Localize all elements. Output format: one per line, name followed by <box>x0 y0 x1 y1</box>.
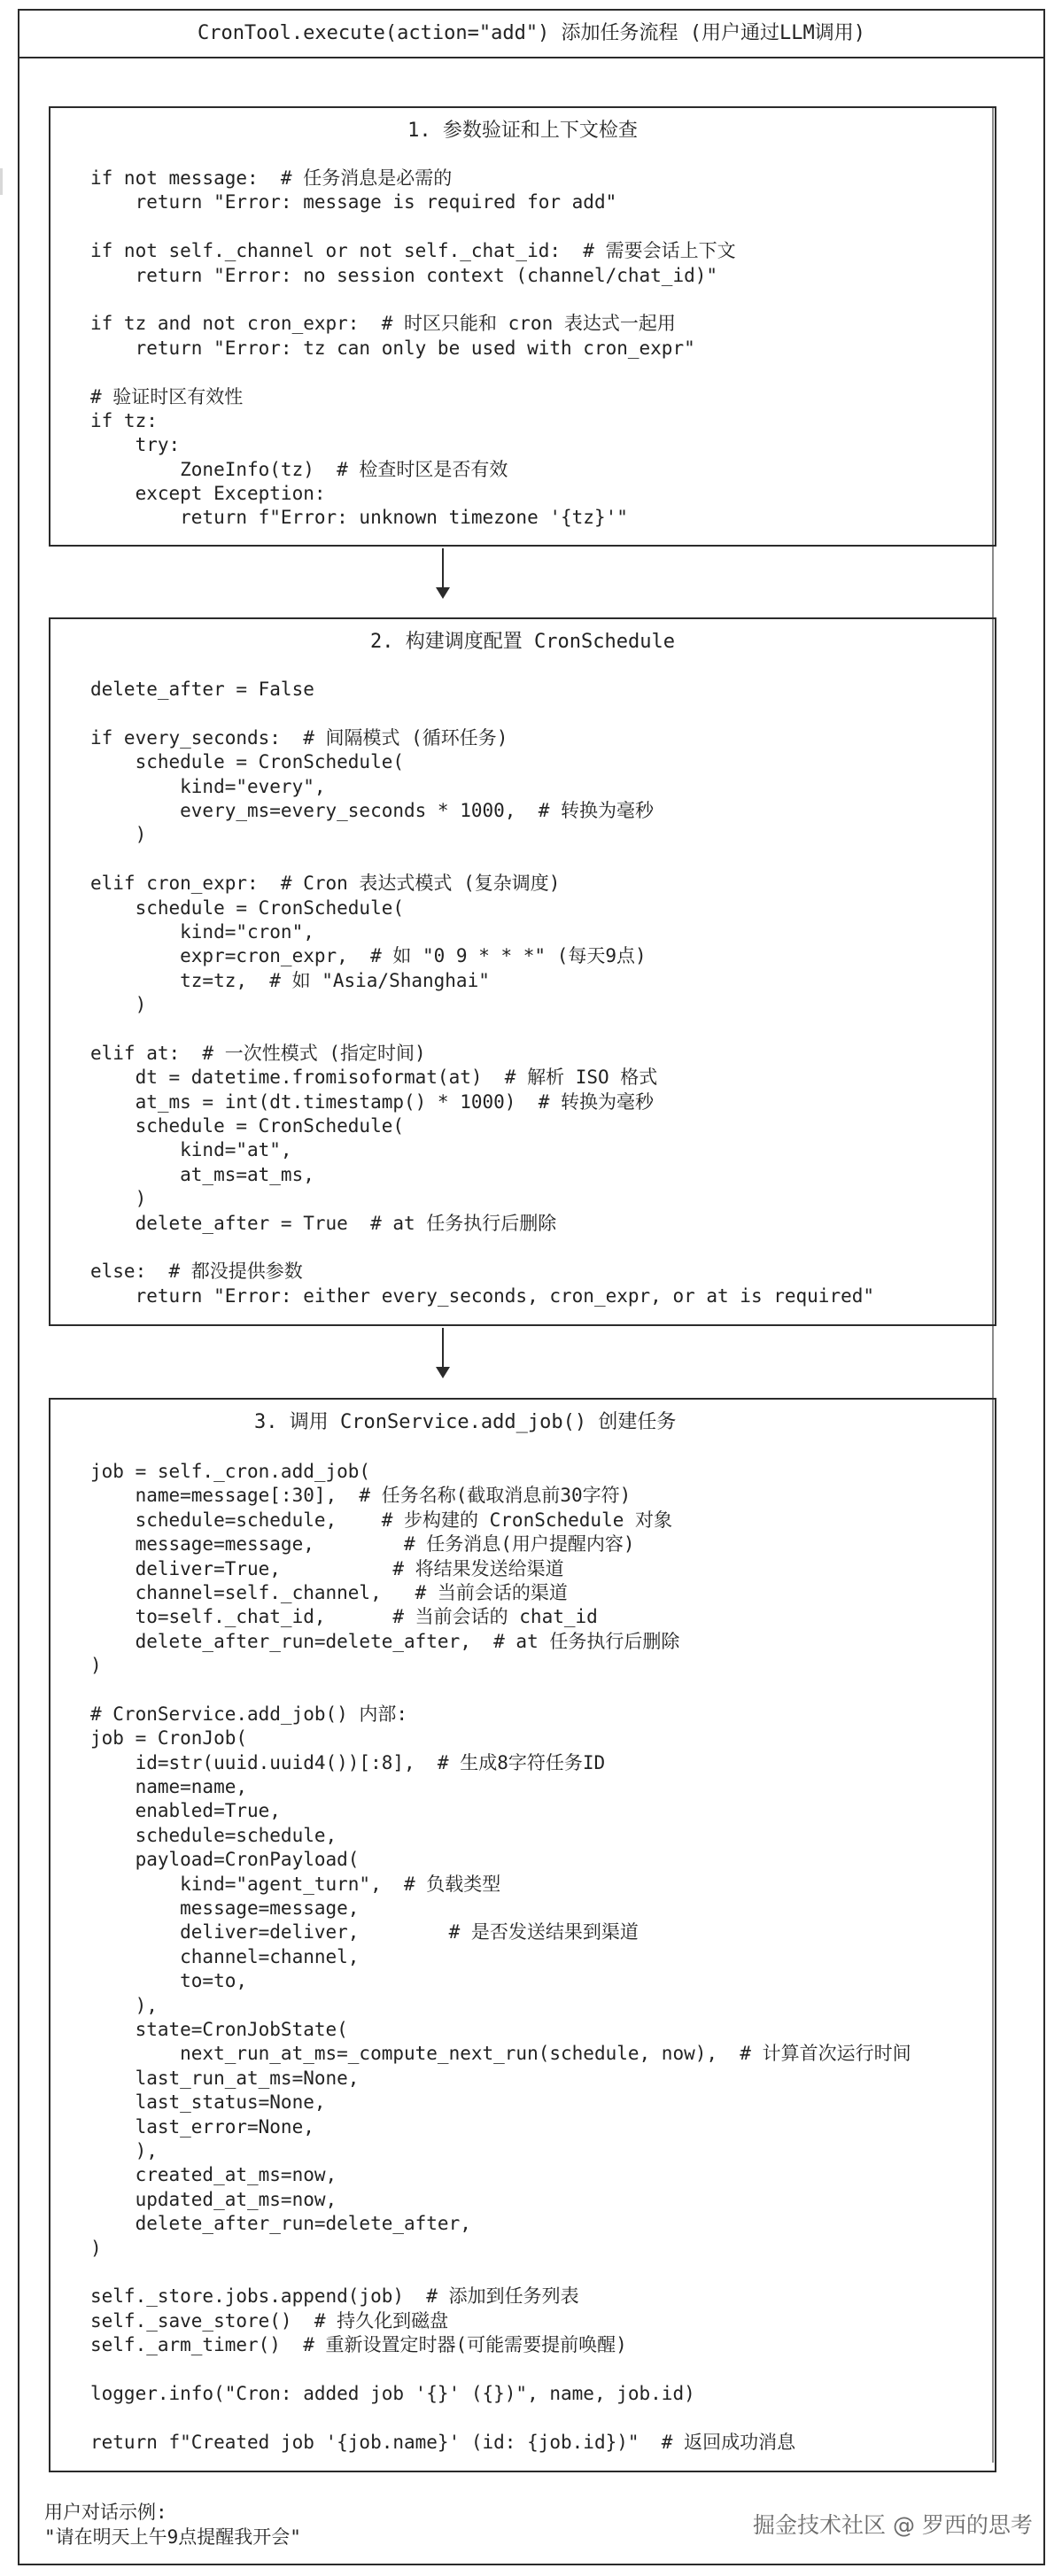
title-divider <box>18 57 1045 58</box>
code-line: # 验证时区有效性 <box>90 385 244 407</box>
code-line: dt = datetime.fromisoformat(at) # 解析 ISO 格式 <box>90 1067 658 1089</box>
code-line: tz=tz, # 如 "Asia/Shanghai" <box>90 969 490 991</box>
code-line: delete_after = False <box>90 679 314 700</box>
arrow-down-icon <box>436 1367 450 1378</box>
code-line: delete_after_run=delete_after, <box>90 2213 471 2235</box>
code-line: job = self._cron.add_job( <box>90 1461 371 1482</box>
code-line: name=message[:30], # 任务名称(截取消息前30字符) <box>90 1485 632 1507</box>
code-line: to=to, <box>90 1970 248 1992</box>
code-line: if not self._channel or not self._chat_id: # 需要会话上下文 <box>90 240 736 262</box>
code-line: if tz: <box>90 409 158 431</box>
code-line <box>90 361 736 384</box>
code-line: message=message, # 任务消息(用户提醒内容) <box>90 1533 635 1556</box>
code-line: kind="at", <box>90 1139 292 1161</box>
code-line <box>90 2357 911 2381</box>
section-title: 2. 构建调度配置 CronSchedule <box>370 631 675 653</box>
code-block <box>90 678 874 1308</box>
code-line: try: <box>90 434 181 456</box>
code-line: channel=channel, <box>90 1945 360 1967</box>
flow-connector <box>442 548 444 587</box>
code-line: ) <box>90 994 147 1016</box>
code-line <box>90 2406 911 2430</box>
code-line: ) <box>90 1655 102 1677</box>
code-line: every_ms=every_seconds * 1000, # 转换为毫秒 <box>90 799 655 821</box>
code-line: delete_after = True # at 任务执行后删除 <box>90 1212 557 1234</box>
code-line: updated_at_ms=now, <box>90 2188 337 2210</box>
code-line: return f"Error: unknown timezone '{tz}'" <box>90 507 628 529</box>
code-line: payload=CronPayload( <box>90 1849 360 1871</box>
code-line: last_error=None, <box>90 2115 314 2138</box>
code-line: last_run_at_ms=None, <box>90 2067 360 2089</box>
code-line: if every_seconds: # 间隔模式 (循环任务) <box>90 726 508 749</box>
code-line: channel=self._channel, # 当前会话的渠道 <box>90 1581 568 1603</box>
section-parameter-validation <box>49 106 996 547</box>
code-line: ) <box>90 2237 102 2259</box>
code-line: to=self._chat_id, # 当前会话的 chat_id <box>90 1606 598 1628</box>
code-line: at_ms=at_ms, <box>90 1163 314 1185</box>
code-line: return "Error: either every_seconds, cron_expr, or at is required" <box>90 1284 875 1307</box>
section-title: 1. 参数验证和上下文检查 <box>407 120 638 142</box>
flow-connector <box>442 1328 444 1367</box>
code-line: kind="cron", <box>90 920 314 943</box>
code-line: ), <box>90 1994 158 2016</box>
code-line: delete_after_run=delete_after, # at 任务执行后删除 <box>90 1630 680 1652</box>
code-line: # CronService.add_job() 内部: <box>90 1703 408 1725</box>
code-line: expr=cron_expr, # 如 "0 9 * * *" (每天9点) <box>90 945 647 967</box>
code-line: if not message: # 任务消息是必需的 <box>90 167 453 189</box>
code-line: schedule=schedule, # 步构建的 CronSchedule 对象 <box>90 1509 673 1531</box>
section-add-job <box>49 1398 996 2472</box>
code-line: elif at: # 一次性模式 (指定时间) <box>90 1042 426 1064</box>
code-line: return "Error: tz can only be used with cron_expr" <box>90 337 695 359</box>
page-title: CronTool.execute(action="add") 添加任务流程 (用户通过LLM调用) <box>197 22 866 44</box>
arrow-down-icon <box>436 587 450 599</box>
code-line: elif cron_expr: # Cron 表达式模式 (复杂调度) <box>90 873 561 895</box>
code-line: self._arm_timer() # 重新设置定时器(可能需要提前唤醒) <box>90 2334 627 2356</box>
code-line <box>90 2261 911 2285</box>
code-line: enabled=True, <box>90 1800 281 1822</box>
section-title: 3. 调用 CronService.add_job() 创建任务 <box>254 1411 677 1433</box>
code-block <box>90 167 736 531</box>
code-line: message=message, <box>90 1897 360 1920</box>
code-line <box>90 288 736 312</box>
code-line: schedule = CronSchedule( <box>90 1115 405 1137</box>
code-line: return "Error: no session context (channel/chat_id)" <box>90 264 718 286</box>
code-line: if tz and not cron_expr: # 时区只能和 cron 表达式一起用 <box>90 313 676 335</box>
section-build-schedule <box>49 617 996 1326</box>
code-line: created_at_ms=now, <box>90 2164 337 2186</box>
footer-example: "请在明天上午9点提醒我开会" <box>44 2526 301 2548</box>
left-edge-mark <box>0 168 3 195</box>
code-line: schedule = CronSchedule( <box>90 896 405 919</box>
code-line: deliver=deliver, # 是否发送结果到渠道 <box>90 1921 639 1944</box>
code-line: last_status=None, <box>90 2091 326 2114</box>
code-line: schedule=schedule, <box>90 1824 337 1846</box>
code-line: name=name, <box>90 1776 248 1798</box>
code-line: self._store.jobs.append(job) # 添加到任务列表 <box>90 2285 579 2308</box>
code-line: deliver=True, # 将结果发送给渠道 <box>90 1557 564 1579</box>
code-line <box>90 848 874 872</box>
code-line: job = CronJob( <box>90 1727 248 1750</box>
code-line: schedule = CronSchedule( <box>90 751 405 773</box>
code-line: next_run_at_ms=_compute_next_run(schedule, now), # 计算首次运行时间 <box>90 2043 911 2065</box>
footer-label: 用户对话示例: <box>44 2502 167 2523</box>
code-line: kind="agent_turn", # 负载类型 <box>90 1873 501 1895</box>
code-line <box>90 1236 874 1260</box>
code-line: ZoneInfo(tz) # 检查时区是否有效 <box>90 458 508 480</box>
code-line: return "Error: message is required for add" <box>90 191 617 213</box>
code-line <box>90 215 736 239</box>
code-line <box>90 1679 911 1703</box>
code-line <box>90 1017 874 1041</box>
code-line: ), <box>90 2139 158 2161</box>
code-line: self._save_store() # 持久化到磁盘 <box>90 2309 449 2332</box>
code-line: ) <box>90 1188 147 1210</box>
code-line: else: # 都没提供参数 <box>90 1261 303 1283</box>
code-line: id=str(uuid.uuid4())[:8], # 生成8字符任务ID <box>90 1751 606 1773</box>
code-line: at_ms = int(dt.timestamp() * 1000) # 转换为毫秒 <box>90 1090 655 1113</box>
code-line: ) <box>90 824 147 846</box>
code-line: kind="every", <box>90 775 326 797</box>
code-line: state=CronJobState( <box>90 2018 348 2040</box>
code-line: except Exception: <box>90 483 326 505</box>
watermark: 掘金技术社区 @ 罗西的思考 <box>753 2512 1033 2538</box>
code-line: return f"Created job '{job.name}' (id: {job.id})" # 返回成功消息 <box>90 2431 796 2453</box>
code-line: logger.info("Cron: added job '{}' ({})", name, job.id) <box>90 2382 695 2404</box>
code-line <box>90 702 874 725</box>
code-block <box>90 1460 911 2455</box>
